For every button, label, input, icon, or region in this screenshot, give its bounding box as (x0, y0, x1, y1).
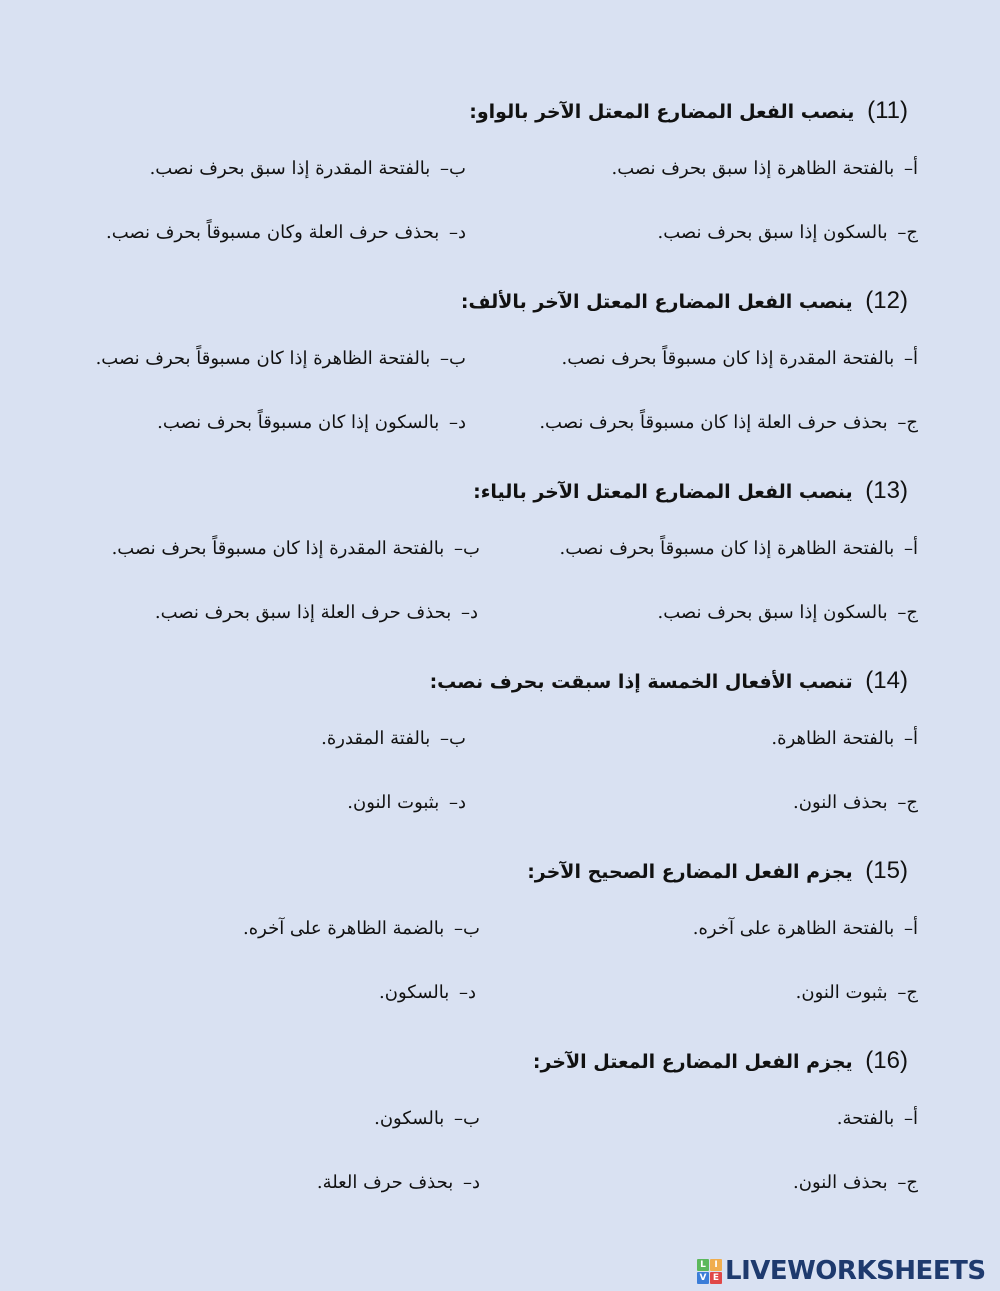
option-a[interactable] (771, 723, 918, 755)
option-a[interactable] (611, 153, 918, 185)
option-c[interactable] (657, 597, 918, 629)
option-letter: ج– (897, 792, 918, 813)
option-letter: ج– (897, 982, 918, 1003)
option-text: بالسكون إذا سبق بحرف نصب. (657, 602, 888, 623)
question-number: (13) (865, 477, 908, 504)
question-15 (0, 853, 1000, 1043)
option-a[interactable] (562, 343, 918, 375)
option-text: بالفتحة المقدرة إذا كان مسبوقاً بحرف نصب. (111, 538, 445, 559)
option-d[interactable] (155, 597, 478, 629)
question-number: (16) (865, 1047, 908, 1074)
option-letter: د– (458, 982, 476, 1003)
option-d[interactable] (157, 407, 466, 439)
option-b[interactable] (112, 533, 480, 565)
question-text: ينصب الفعل المضارع المعتل الآخر بالواو: (469, 101, 855, 123)
option-text: بحذف حرف العلة وكان مسبوقاً بحرف نصب. (105, 222, 440, 243)
live-squares-icon (697, 1259, 722, 1284)
option-text: بالفتحة الظاهرة إذا كان مسبوقاً بحرف نصب. (95, 348, 431, 369)
question-11 (0, 93, 1000, 283)
question-text: ينصب الفعل المضارع المعتل الآخر بالألف: (460, 291, 853, 313)
option-b[interactable] (374, 1103, 480, 1135)
question-heading (430, 663, 908, 699)
question-12 (0, 283, 1000, 473)
question-number: (12) (865, 287, 908, 314)
option-b[interactable] (243, 913, 480, 945)
liveworksheets-logo[interactable] (697, 1256, 986, 1286)
option-letter: د– (448, 412, 466, 433)
option-letter: ج– (897, 222, 918, 243)
question-number: (14) (865, 667, 908, 694)
option-letter: ب– (454, 538, 480, 559)
question-text: يجزم الفعل المضارع الصحيح الآخر: (527, 861, 853, 883)
option-c[interactable] (539, 407, 918, 439)
option-a[interactable] (693, 913, 918, 945)
option-letter: ج– (897, 602, 918, 623)
option-text: بالفتحة الظاهرة على آخره. (692, 918, 895, 939)
option-letter: د– (448, 222, 466, 243)
question-text: تنصب الأفعال الخمسة إذا سبقت بحرف نصب: (429, 671, 853, 693)
square-i: I (710, 1259, 722, 1271)
option-letter: أ– (903, 1108, 918, 1129)
option-text: بالفتحة المقدرة إذا سبق بحرف نصب. (149, 158, 431, 179)
option-letter: ب– (440, 158, 466, 179)
option-text: بحذف حرف العلة إذا سبق بحرف نصب. (154, 602, 452, 623)
option-text: بحذف حرف العلة. (316, 1172, 454, 1193)
question-13 (0, 473, 1000, 663)
option-letter: د– (462, 1172, 480, 1193)
option-letter: د– (448, 792, 466, 813)
option-text: بالسكون إذا كان مسبوقاً بحرف نصب. (157, 412, 440, 433)
option-letter: أ– (903, 728, 918, 749)
option-text: بالفتحة الظاهرة إذا سبق بحرف نصب. (611, 158, 895, 179)
option-letter: أ– (903, 158, 918, 179)
option-d[interactable] (317, 1167, 480, 1199)
option-c[interactable] (793, 1167, 918, 1199)
option-letter: ب– (440, 348, 466, 369)
option-d[interactable] (379, 977, 476, 1009)
square-v: V (697, 1272, 709, 1284)
option-text: بالفتحة الظاهرة. (771, 728, 895, 749)
option-letter: أ– (903, 918, 918, 939)
option-letter: ج– (897, 412, 918, 433)
option-text: بالسكون إذا سبق بحرف نصب. (657, 222, 888, 243)
option-a[interactable] (837, 1103, 918, 1135)
option-letter: أ– (903, 348, 918, 369)
option-text: بالفتة المقدرة. (321, 728, 431, 749)
option-text: بالفتحة. (836, 1108, 895, 1129)
question-heading (473, 473, 908, 509)
question-14 (0, 663, 1000, 853)
option-letter: أ– (903, 538, 918, 559)
option-d[interactable] (106, 217, 466, 249)
question-heading (527, 853, 908, 889)
option-text: بالضمة الظاهرة على آخره. (242, 918, 445, 939)
option-text: بثبوت النون. (347, 792, 440, 813)
question-number: (15) (865, 857, 908, 884)
question-text: يجزم الفعل المضارع المعتل الآخر: (532, 1051, 853, 1073)
question-heading (469, 93, 908, 129)
option-text: بالسكون. (374, 1108, 445, 1129)
question-heading (533, 1043, 908, 1079)
question-number: (11) (867, 97, 908, 124)
option-b[interactable] (321, 723, 466, 755)
option-letter: د– (460, 602, 478, 623)
option-b[interactable] (150, 153, 466, 185)
question-heading (461, 283, 908, 319)
option-letter: ج– (897, 1172, 918, 1193)
option-text: بثبوت النون. (795, 982, 888, 1003)
brand-wordmark: LIVEWORKSHEETS (725, 1256, 986, 1286)
option-c[interactable] (796, 977, 918, 1009)
option-text: بالفتحة الظاهرة إذا كان مسبوقاً بحرف نصب. (559, 538, 895, 559)
option-letter: ب– (454, 918, 480, 939)
option-d[interactable] (347, 787, 466, 819)
option-c[interactable] (657, 217, 918, 249)
question-text: ينصب الفعل المضارع المعتل الآخر بالياء: (473, 481, 853, 503)
square-e: E (710, 1272, 722, 1284)
option-a[interactable] (560, 533, 919, 565)
question-16 (0, 1043, 1000, 1233)
option-letter: ب– (440, 728, 466, 749)
option-text: بالسكون. (379, 982, 450, 1003)
option-letter: ب– (454, 1108, 480, 1129)
option-c[interactable] (793, 787, 918, 819)
option-text: بحذف النون. (793, 792, 888, 813)
option-text: بحذف النون. (793, 1172, 888, 1193)
option-b[interactable] (96, 343, 466, 375)
option-text: بالفتحة المقدرة إذا كان مسبوقاً بحرف نصب. (561, 348, 895, 369)
option-text: بحذف حرف العلة إذا كان مسبوقاً بحرف نصب. (539, 412, 888, 433)
square-l: L (697, 1259, 709, 1271)
